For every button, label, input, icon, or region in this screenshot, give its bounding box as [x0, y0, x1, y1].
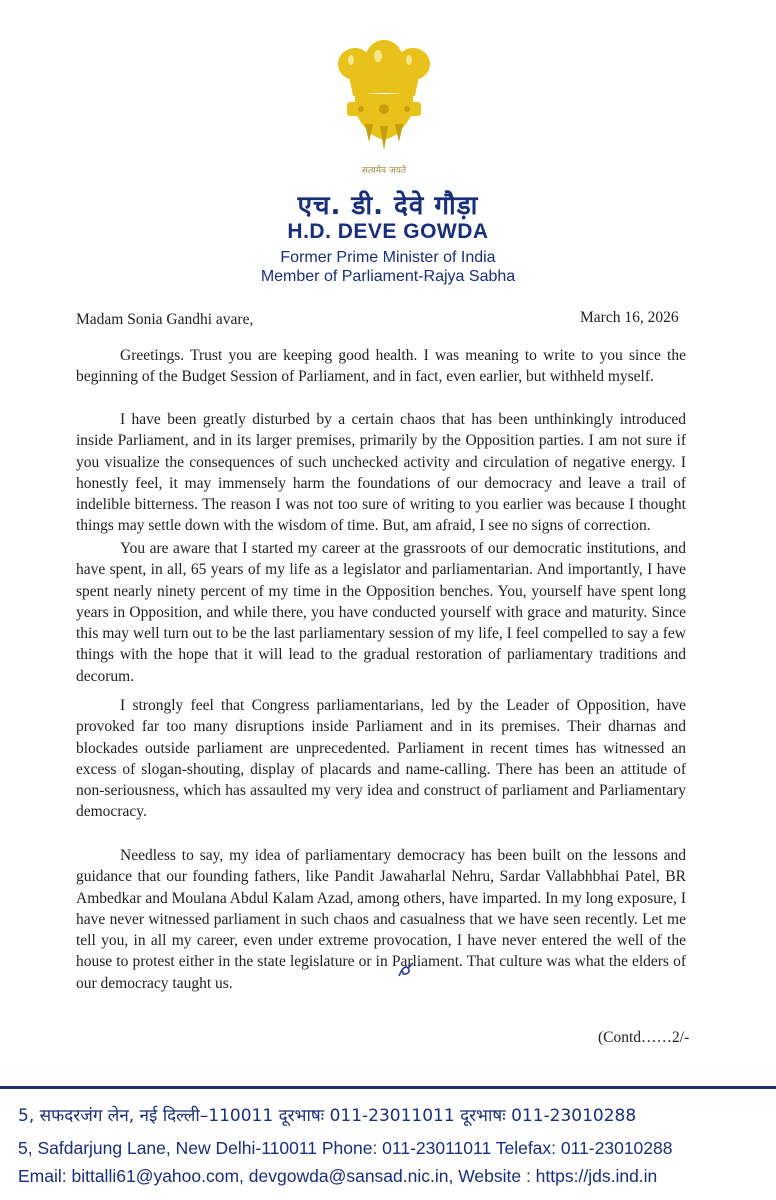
designation-line-2: Member of Parliament-Rajya Sabha [260, 268, 516, 285]
letter-paragraph-4: I strongly feel that Congress parliamentarians, led by the Leader of Opposition, have provoked far too many disruptions inside Parliament and in its premises. Their dharnas and blockades outside parliament are unprecedented. Parliament in recent times has witnessed an excess of slogan-shouting, display of placards and name-calling. There has been an attitude of non-seriousness, which has assaulted my very idea and construct of parliament and Parliamentary democracy. [76, 697, 686, 821]
footer-address-hindi: 5, सफदरजंग लेन, नई दिल्ली–110011 दूरभाषः 011-23011011 दूरभाषः 011-23010288 [18, 1106, 637, 1126]
designation-line-1: Former Prime Minister of India [280, 249, 496, 266]
sender-name-hindi: एच. डी. देवे गौड़ा [297, 191, 479, 221]
letter-paragraph-3: You are aware that I started my career at the grassroots of our democratic institutions, and have spent, in all, 65 years of my life as a legislator and parliamentarian. And importantly, I have spent nearly ninety percent of my time in the Opposition benches. You, yourself have spent long years in Opposition, and while there, you have conducted yourself with grace and maturity. Since this may well turn out to be the last parliamentary session of my life, I feel compelled to say a few things with the hope that it will lead to the gradual restoration of parliamentary traditions and decorum. [76, 540, 686, 685]
continuation-marker: (Contd……2/- [598, 1029, 690, 1046]
handwritten-initial-icon [396, 960, 418, 980]
footer-contact: Email: bittalli61@yahoo.com, devgowda@sansad.nic.in, Website : https://jds.ind.in [18, 1166, 658, 1186]
footer-divider [0, 1086, 776, 1089]
letter-date: March 16, 2026 [580, 309, 679, 326]
footer-address-english: 5, Safdarjung Lane, New Delhi-110011 Phone: 011-23011011 Telefax: 011-23010288 [18, 1138, 673, 1158]
sender-name-english: H.D. DEVE GOWDA [287, 220, 489, 243]
national-emblem-icon [325, 38, 443, 178]
letter-paragraph-5: Needless to say, my idea of parliamentary democracy has been built on the lessons and guidance that our founding fathers, like Pandit Jawaharlal Nehru, Sardar Vallabhbhai Patel, BR Ambedkar and Moulana Abdul Kalam Azad, among others, have imparted. In my long exposure, I have never witnessed parliament in such chaos and casualness that we have seen recently. Let me tell you, in all my career, even under extreme provocation, I have never entered the well of the house to protest either in the state legislature or in Parliament. That culture was what the elders of our democracy taught us. [76, 847, 686, 992]
letter-paragraph-2: I have been greatly disturbed by a certain chaos that has been unthinkingly introduced inside Parliament, and in its larger premises, primarily by the Opposition parties. I am not sure if you visualize the consequences of such unchecked activity and circulation of negative energy. I honestly feel, it may immensely harm the foundations of our democracy and leave a trail of indelible bitterness. The reason I was not too sure of writing to you earlier was because I thought things may settle down with the wisdom of time. But, am afraid, I see no signs of correction. [76, 411, 686, 535]
emblem-motto: सत्यमेव जयते [361, 166, 407, 176]
letter-paragraph-1: Greetings. Trust you are keeping good health. I was meaning to write to you since the beginning of the Budget Session of Parliament, and in fact, even earlier, but withheld myself. [76, 347, 686, 386]
salutation: Madam Sonia Gandhi avare, [76, 311, 254, 328]
